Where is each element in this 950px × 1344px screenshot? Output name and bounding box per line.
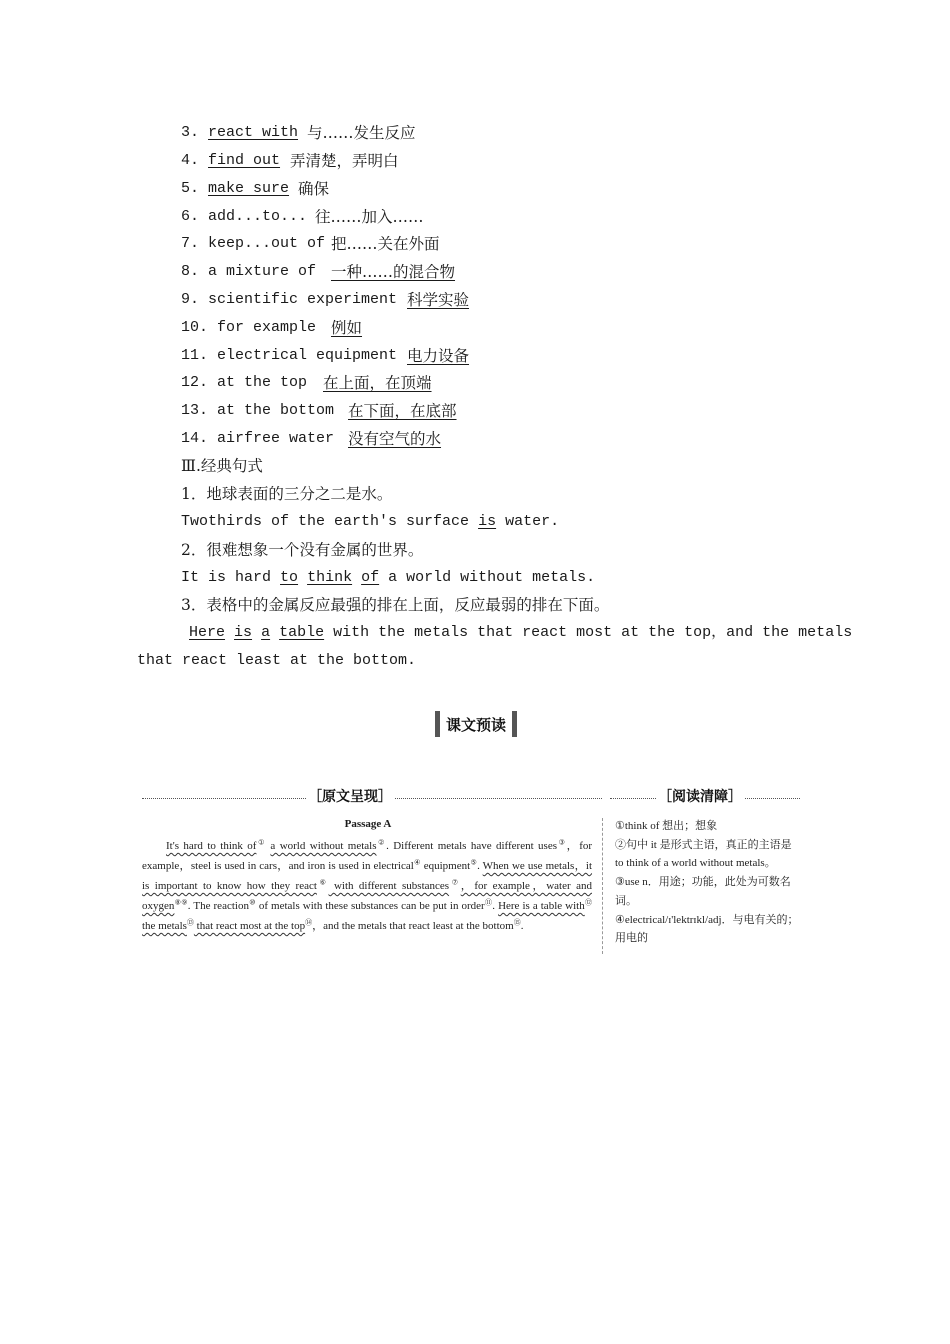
phrase-row — [0, 346, 950, 368]
note-marker: ① — [256, 838, 267, 847]
column-divider — [602, 818, 603, 954]
phrase-term: airfree water — [217, 430, 335, 447]
phrase-english — [181, 123, 298, 143]
phrase-number: 13. — [181, 402, 218, 419]
phrase-english — [181, 207, 307, 227]
sentence-3-chinese: 3．表格中的金属反应最强的排在上面，反应最弱的排在下面。 — [181, 596, 610, 614]
phrase-number: 10. — [181, 319, 218, 336]
phrase-number: 5. — [181, 180, 209, 197]
passage-phrase: ，for example，water and oxygen — [142, 880, 592, 912]
phrase-chinese: 弄清楚，弄明白 — [290, 152, 399, 170]
notes-cutoff — [610, 948, 802, 958]
phrase-english — [181, 373, 307, 393]
note-marker: ⑤ — [470, 858, 478, 867]
phrase-row — [0, 123, 950, 145]
passage-text: of metals with these substances can be put in order — [255, 900, 485, 912]
phrase-row — [0, 234, 950, 256]
phrase-row — [0, 262, 950, 284]
phrase-row — [0, 151, 950, 173]
phrase-row — [0, 373, 950, 395]
note-item: ③use n．用途；功能，此处为可数名词。 — [615, 876, 791, 907]
answer-blank: is — [478, 513, 497, 530]
phrase-term: at the top — [217, 374, 308, 391]
phrase-row — [0, 318, 950, 340]
phrase-english — [181, 151, 280, 171]
sentence-2-chinese: 2．很难想象一个没有金属的世界。 — [181, 541, 424, 559]
answer-blank: of — [361, 569, 380, 586]
phrase-chinese: 例如 — [331, 319, 363, 337]
phrase-number: 12. — [181, 374, 218, 391]
answer-blank: Here — [189, 624, 226, 641]
note-marker: ⑦ — [449, 878, 461, 887]
note-marker: ⑬ — [186, 918, 194, 927]
sentence-text: It is hard — [181, 569, 281, 586]
passage-text: . — [477, 860, 483, 872]
answer-blank: think — [307, 569, 353, 586]
phrase-term: a mixture of — [208, 263, 317, 280]
phrase-term: make sure — [208, 180, 290, 197]
passage-title: Passage A — [344, 818, 392, 830]
phrase-row — [0, 179, 950, 201]
sentence-1-english — [181, 512, 559, 532]
note-item: ①think of 想出；想象 — [615, 820, 718, 832]
phrase-chinese: 把……关在外面 — [331, 235, 440, 253]
passage-phrase: that react most at the top — [193, 920, 306, 932]
phrase-number: 11. — [181, 347, 218, 364]
phrase-chinese: 往……加入…… — [315, 208, 424, 226]
passage-phrase: the metals — [142, 920, 187, 932]
phrase-term: electrical equipment — [217, 347, 398, 364]
phrase-chinese: 在上面，在顶端 — [323, 374, 432, 392]
passage-phrase: It's hard to think of — [166, 840, 257, 852]
passage-phrase: When we use metals，it is important to know how they react — [142, 860, 593, 892]
passage-text: ，and the metals that react least at the bottom — [312, 920, 514, 932]
phrase-english — [181, 262, 316, 282]
phrase-term: add...to... — [208, 208, 308, 225]
phrase-chinese: 一种……的混合物 — [331, 263, 456, 281]
phrase-term: at the bottom — [217, 402, 335, 419]
phrase-chinese: 科学实验 — [407, 291, 470, 309]
answer-blank: is — [234, 624, 253, 641]
passage-text: ，for example，steel is used in cars，and iron is used in electrical — [142, 840, 593, 872]
phrase-chinese: 没有空气的水 — [348, 430, 442, 448]
note-marker: ③ — [557, 838, 567, 847]
passage-body — [142, 836, 592, 936]
phrase-english — [181, 179, 289, 199]
passage-text: equipment — [420, 860, 471, 872]
passage-text: . — [520, 920, 524, 932]
note-marker: ④ — [413, 858, 421, 867]
sentence-3-english-line-2: that react least at the bottom. — [137, 652, 417, 669]
passage-text: . The reaction — [187, 900, 249, 912]
phrase-number: 4. — [181, 152, 209, 169]
note-marker: ⑩ — [248, 898, 256, 907]
note-marker: ② — [376, 838, 387, 847]
phrase-number: 9. — [181, 291, 209, 308]
note-item: ④electrical/ɪ'lektrɪkl/adj．与电有关的；用电的 — [615, 913, 799, 945]
phrase-term: for example — [217, 319, 317, 336]
title-bar-right — [512, 711, 517, 737]
sentence-2-english — [181, 568, 595, 588]
phrase-chinese: 在下面，在底部 — [348, 402, 457, 420]
phrase-chinese: 确保 — [298, 180, 330, 198]
note-item: ②句中 it 是形式主语，真正的主语是 to think of a world without metals。 — [615, 838, 792, 870]
sentence-text: water. — [496, 513, 560, 530]
note-marker: ⑫ — [584, 898, 593, 907]
passage-text: . Different metals have different uses — [386, 840, 557, 852]
phrase-english — [181, 234, 325, 254]
sentence-text: Twothirds of the earth's surface — [181, 513, 479, 530]
phrase-number: 14. — [181, 430, 218, 447]
passage-phrase: a world without metals — [270, 840, 377, 852]
title-bar-left — [435, 711, 440, 737]
reading-aid-heading: ［阅读清障］ — [656, 786, 744, 808]
phrase-english — [181, 318, 316, 338]
phrase-term: find out — [208, 152, 281, 169]
note-marker: ⑧⑨ — [174, 898, 188, 907]
answer-blank: to — [280, 569, 299, 586]
phrase-number: 8. — [181, 263, 209, 280]
phrase-number: 6. — [181, 208, 209, 225]
phrase-chinese: 与……发生反应 — [307, 124, 416, 142]
phrase-term: react with — [208, 124, 299, 141]
answer-blank: table — [279, 624, 325, 641]
phrase-term: keep...out of — [208, 235, 326, 252]
sentence-text: with the metals that react most at the top，and the metals — [324, 624, 853, 641]
passage-phrase: Here is a table with — [498, 900, 585, 912]
phrase-row — [0, 429, 950, 451]
phrase-english — [181, 401, 334, 421]
note-marker: ⑮ — [513, 918, 521, 927]
note-marker: ⑭ — [305, 918, 313, 927]
sentence-3-english-line-1 — [189, 623, 852, 643]
answer-blank: a — [261, 624, 271, 641]
phrase-row — [0, 207, 950, 229]
phrase-number: 7. — [181, 235, 209, 252]
phrase-english — [181, 429, 334, 449]
passage-phrase: with different substances — [328, 880, 450, 892]
phrase-english — [181, 290, 397, 310]
original-text-heading: ［原文呈现］ — [306, 786, 394, 808]
phrase-row — [0, 290, 950, 312]
sentence-text: a world without metals. — [379, 569, 596, 586]
phrase-row — [0, 401, 950, 423]
sentence-1-chinese: 1．地球表面的三分之二是水。 — [181, 485, 393, 503]
phrase-chinese: 电力设备 — [407, 347, 470, 365]
section-title — [428, 711, 524, 737]
phrase-term: scientific experiment — [208, 291, 398, 308]
note-marker: ⑥ — [316, 878, 329, 887]
section-title-text: 课文预读 — [445, 715, 506, 734]
note-marker: ⑪ — [484, 898, 493, 907]
passage-text: . — [492, 900, 499, 912]
phrase-english — [181, 346, 397, 366]
sentences-heading: Ⅲ.经典句式 — [181, 457, 263, 475]
phrase-number: 3. — [181, 124, 209, 141]
reading-notes — [615, 817, 802, 948]
